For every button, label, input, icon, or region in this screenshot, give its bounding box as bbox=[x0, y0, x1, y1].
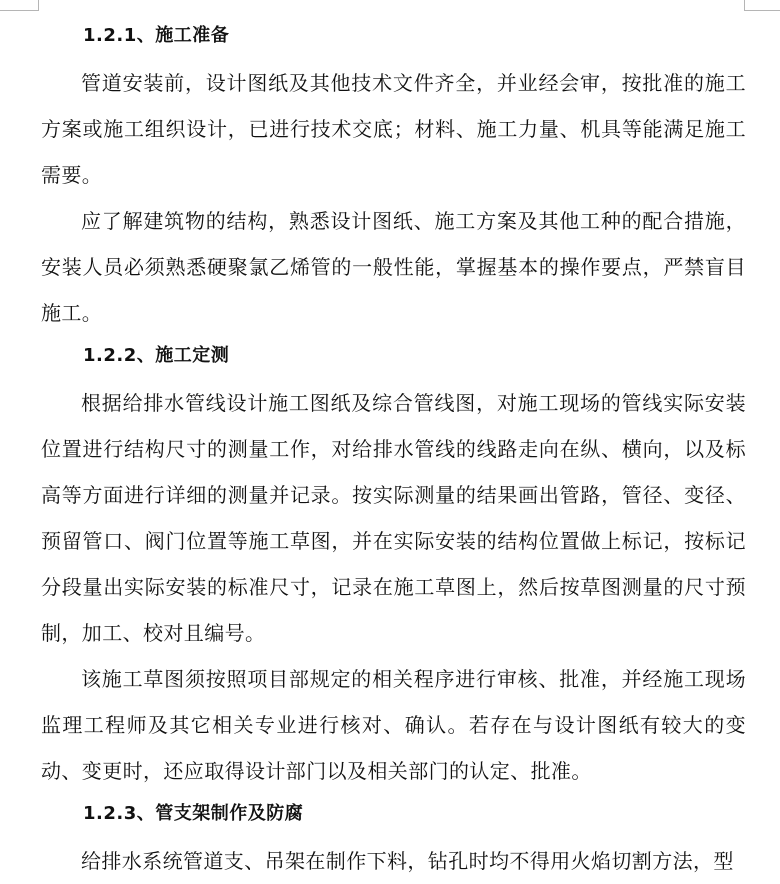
paragraph: 根据给排水管线设计施工图纸及综合管线图，对施工现场的管线实际安装位置进行结构尺寸的测量工作，对给排水管线的线路走向在纵、横向，以及标高等方面进行详细的测量并记录。按实际测量的结果画出管路，管径、变径、预留管口、阀门位置等施工草图，并在实际安装的结构位置做上标记，按标记分段量出实际安装的标准尺寸，记录在施工草图上，然后按草图测量的尺寸预制，加工、校对且编号。 bbox=[41, 391, 746, 645]
paragraph: 给排水系统管道支、吊架在制作下料，钻孔时均不得用火焰切割方法，型 bbox=[81, 849, 734, 873]
section-heading: 1.2.2、施工定测 bbox=[83, 345, 230, 366]
section-heading: 1.2.3、管支架制作及防腐 bbox=[83, 803, 304, 824]
document-page bbox=[41, 16, 746, 884]
crop-mark-top-left bbox=[0, 0, 39, 11]
paragraph: 应了解建筑物的结构，熟悉设计图纸、施工方案及其他工种的配合措施，安装人员必须熟悉硬聚氯乙烯管的一般性能，掌握基本的操作要点，严禁盲目施工。 bbox=[41, 209, 746, 325]
section-heading: 1.2.1、施工准备 bbox=[83, 25, 230, 46]
paragraph: 管道安装前，设计图纸及其他技术文件齐全，并业经会审，按批准的施工方案或施工组织设计，已进行技术交底；材料、施工力量、机具等能满足施工需要。 bbox=[41, 71, 746, 187]
paragraph: 该施工草图须按照项目部规定的相关程序进行审核、批准，并经施工现场监理工程师及其它相关专业进行核对、确认。若存在与设计图纸有较大的变动、变更时，还应取得设计部门以及相关部门的认定、批准。 bbox=[41, 667, 746, 783]
crop-mark-top-right bbox=[744, 0, 780, 11]
